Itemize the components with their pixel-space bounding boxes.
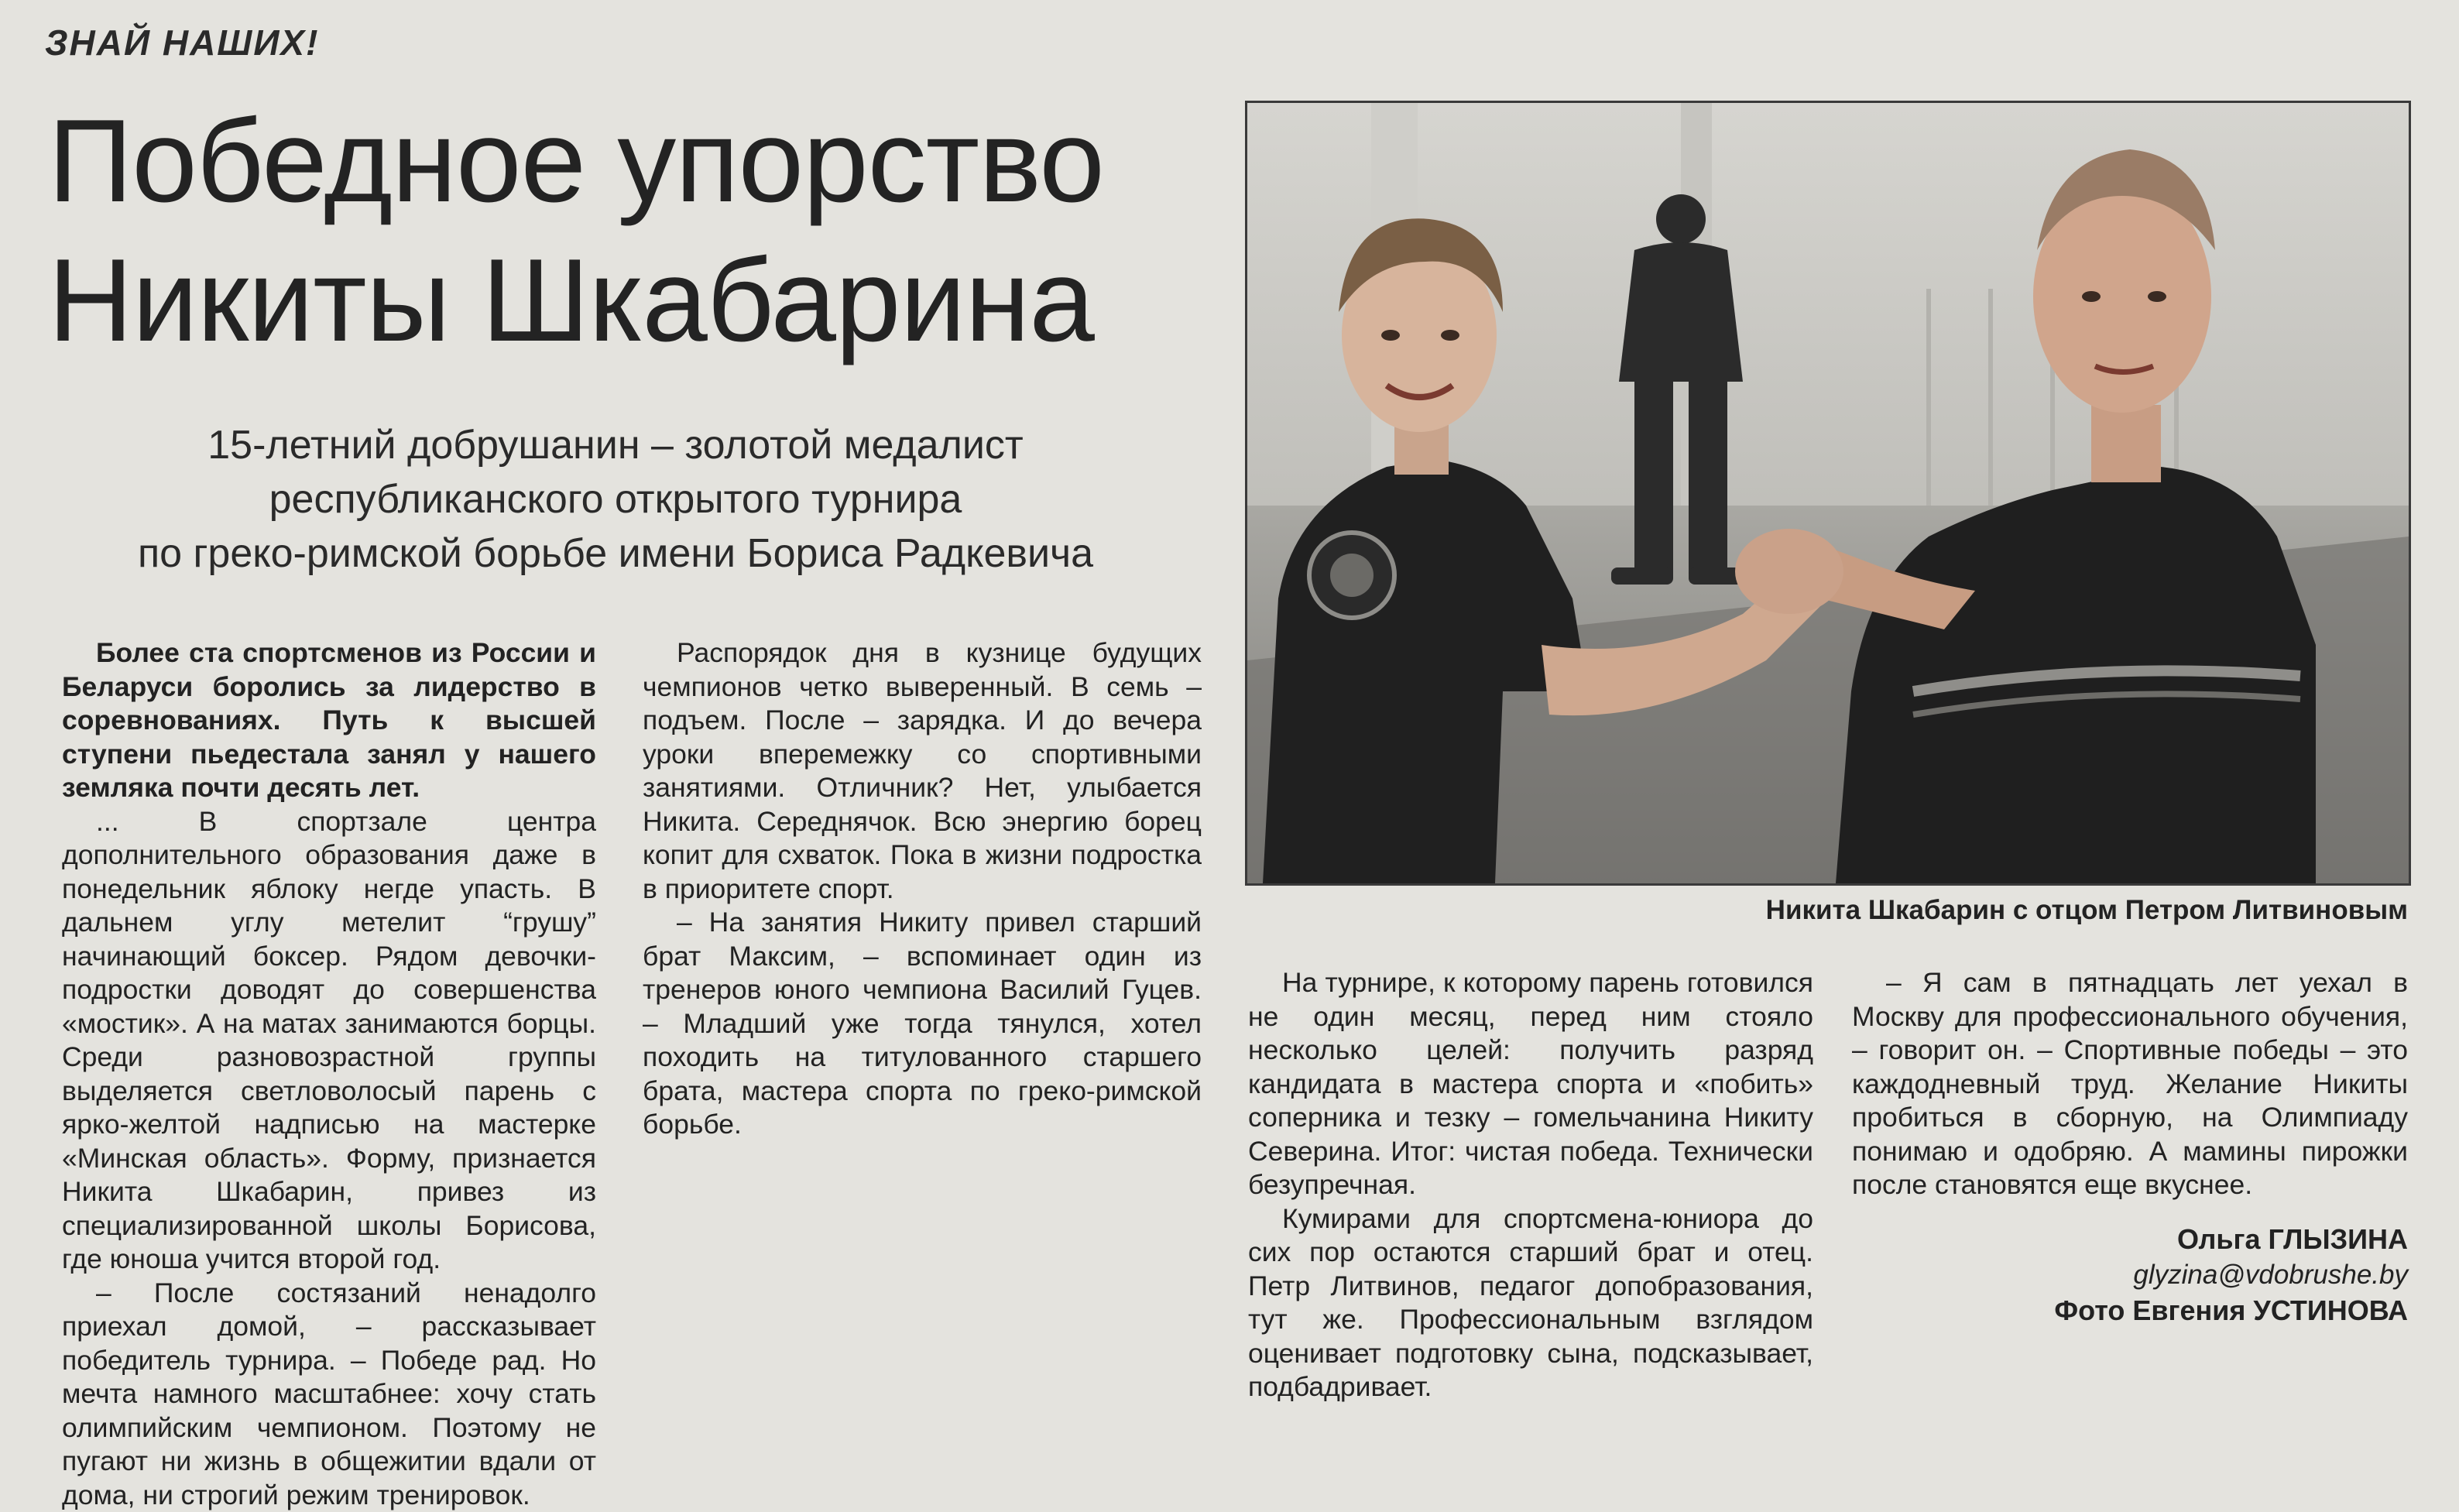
- section-rubric: ЗНАЙ НАШИХ!: [45, 22, 319, 63]
- subheadline-line-1: 15-летний добрушанин – золотой медалист: [39, 418, 1192, 472]
- article-column-4: [1852, 966, 2408, 1202]
- author-email[interactable]: glyzina@vdobrushe.by: [1852, 1257, 2408, 1293]
- subheadline-line-3: по греко-римской борьбе имени Бориса Радкевича: [39, 526, 1192, 581]
- article-column-2: [643, 636, 1202, 1142]
- article-byline: [1852, 1222, 2408, 1329]
- article-paragraph: Распорядок дня в кузнице будущих чемпионов четко выверенный. В семь – подъем. После – зарядка. И до вечера уроки вперемежку со спортивными занятиями. Отличник? Нет, улыбается Никита. Середнячок. Всю энергию борец копит для схваток. Пока в жизни подростка в приоритете спорт.: [643, 636, 1202, 906]
- article-paragraph: – На занятия Никиту привел старший брат Максим, – вспоминает один из тренеров юного чемпиона Василий Гуцев. – Младший уже тогда тянулся, хотел походить на титулованного старшего брата, мастера спорта по греко-римской борьбе.: [643, 906, 1202, 1142]
- photo-illustration: [1247, 103, 2409, 883]
- article-paragraph: Кумирами для спортсмена-юниора до сих пор остаются старший брат и отец. Петр Литвинов, педагог допобразования, тут же. Профессиональным взглядом оценивает подготовку сына, подсказывает, подбадривает.: [1248, 1202, 1813, 1404]
- article-column-3: [1248, 966, 1813, 1404]
- headline-line-2: Никиты Шкабарина: [48, 231, 1209, 370]
- author-name: Ольга ГЛЫЗИНА: [1852, 1222, 2408, 1257]
- headline-line-1: Победное упорство: [48, 91, 1209, 231]
- photo-credit: Фото Евгения УСТИНОВА: [1852, 1293, 2408, 1329]
- article-lead: Более ста спортсменов из России и Беларуси боролись за лидерство в соревнованиях. Путь к высшей ступени пьедестала занял у нашего земляка почти десять лет.: [62, 636, 596, 805]
- article-paragraph: – После состязаний ненадолго приехал домой, – рассказывает победитель турнира. – Победе рад. Но мечта намного масштабнее: хочу стать олимпийским чемпионом. Поэтому не пугают ни жизнь в общежитии вдали от дома, ни строгий режим тренировок.: [62, 1277, 596, 1512]
- article-paragraph: На турнире, к которому парень готовился не один месяц, перед ним стояло несколько целей: получить разряд кандидата в мастера спорта и «побить» соперника и тезку – гомельчанина Никиту Северина. Итог: чистая победа. Технически безупречная.: [1248, 966, 1813, 1202]
- photo-caption: Никита Шкабарин с отцом Петром Литвиновым: [1254, 895, 2408, 926]
- article-subheadline: [39, 418, 1192, 581]
- article-photo: [1245, 101, 2411, 886]
- subheadline-line-2: республиканского открытого турнира: [39, 472, 1192, 526]
- article-headline: [48, 91, 1209, 370]
- article-paragraph: – Я сам в пятнадцать лет уехал в Москву для профессионального обучения, – говорит он. – Спортивные победы – это каждодневный труд. Желание Никиты пробиться в сборную, на Олимпиаду понимаю и одобряю. А мамины пирожки после становятся еще вкуснее.: [1852, 966, 2408, 1202]
- article-column-1: [62, 636, 596, 1512]
- article-paragraph: ... В спортзале центра дополнительного образования даже в понедельник яблоку негде упасть. В дальнем углу метелит “грушу” начинающий боксер. Рядом девочки-подростки доводят до совершенства «мостик». А на матах занимаются борцы. Среди разновозрастной группы выделяется светловолосый парень с ярко-желтой надписью на мастерке «Минская область». Форму, признается Никита Шкабарин, привез из специализированной школы Борисова, где юноша учится второй год.: [62, 805, 596, 1277]
